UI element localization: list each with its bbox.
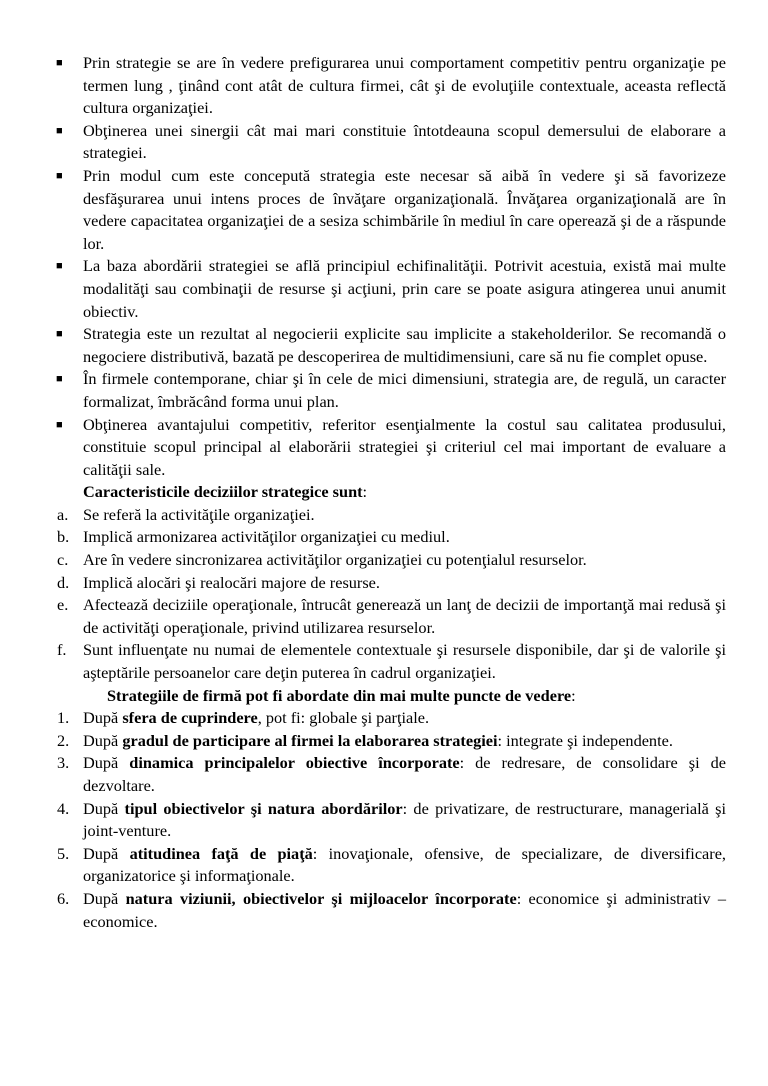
list-item: 5. După atitudinea faţă de piaţă: inovaţionale, ofensive, de specializare, de diversificare, organizatorice şi informaţionale.	[57, 843, 726, 886]
square-bullet-icon: ■	[56, 57, 63, 69]
list-item: a. Se referă la activităţile organizaţiei.	[57, 504, 315, 524]
bullet-item: ■ În firmele contemporane, chiar şi în cele de mici dimensiuni, strategia are, de regulă, un caracter formalizat, îmbrăcând forma unui plan.	[56, 369, 726, 411]
square-bullet-icon: ■	[56, 260, 63, 273]
section-heading-strategies: Strategiile de firmă pot fi abordate din mai multe puncte de vedere:	[107, 685, 576, 705]
square-bullet-icon: ■	[56, 328, 63, 341]
square-bullet-icon: ■	[56, 169, 63, 182]
bullet-item: ■ Prin strategie se are în vedere prefigurarea unui comportament competitiv pentru organizaţie pe termen lung , ţinând cont atât de cultura firmei, cât şi de evoluţiile contextuale, aceasta reflectă cultura organizaţiei.	[56, 53, 726, 118]
list-item: 1. După sfera de cuprindere, pot fi: globale şi parţiale.	[57, 708, 430, 728]
bullet-list	[0, 52, 768, 481]
list-item: f. Sunt influenţate nu numai de elementele contextuale şi resursele disponibile, dar şi de valorile şi aşteptările persoanelor care deţin puterea în cadrul organizaţiei.	[57, 640, 726, 683]
list-item: 4. După tipul obiectivelor şi natura abordărilor: de privatizare, de restructurare, managerială şi joint-venture.	[57, 798, 726, 841]
bullet-item: ■ Prin modul cum este concepută strategia este necesar să aibă în vedere şi să favorizeze desfăşurarea unui intens proces de învăţare organizaţională. Învăţarea organizaţională are în vedere capacitatea organizaţiei de a sesiza schimbările în mediul în care operează şi de a răspunde lor.	[56, 165, 726, 253]
bullet-item: ■ Obţinerea unei sinergii cât mai mari constituie întotdeauna scopul demersului de elaborare a strategiei.	[56, 120, 726, 163]
square-bullet-icon: ■	[56, 124, 63, 137]
list-item: e. Afectează deciziile operaţionale, întrucât generează un lanţ de decizii de importanţă mai redusă şi de activităţi operaţionale, privind utilizarea resurselor.	[57, 595, 726, 637]
bullet-item: ■ Strategia este un rezultat al negocierii explicite sau implicite a stakeholderilor. Se recomandă o negociere distributivă, bazată pe descoperirea de multidimensiuni, care să nu fie complet opuse.	[56, 324, 726, 366]
list-item: b. Implică armonizarea activităţilor organizaţiei cu mediul.	[57, 527, 450, 547]
numbered-list	[0, 707, 768, 933]
list-item: 2. După gradul de participare al firmei la elaborarea strategiei: integrate şi independente.	[57, 730, 673, 750]
list-item: c. Are în vedere sincronizarea activităţilor organizaţiei cu potenţialul resurselor.	[57, 550, 587, 570]
lettered-list	[0, 504, 768, 685]
list-item: 6. După natura viziunii, obiectivelor şi mijloacelor încorporate: economice şi administrativ – economice.	[57, 888, 727, 931]
section-heading-characteristics: Caracteristicile deciziilor strategice sunt:	[83, 482, 368, 502]
bullet-item: ■ La baza abordării strategiei se află principiul echifinalităţii. Potrivit acestuia, există mai multe modalităţi sau combinaţii de resurse şi acţiuni, prin care se poate asigura atingerea unui anumit obiectiv.	[56, 256, 726, 321]
bullet-item: ■ Obţinerea avantajului competitiv, referitor esenţialmente la costul sau calitatea produsului, constituie scopul principal al elaborării strategiei şi criteriul cel mai important de evaluare a calităţii sale.	[56, 414, 726, 479]
list-item: d. Implică alocări şi realocări majore de resurse.	[57, 572, 380, 592]
list-item: 3. După dinamica principalelor obiective încorporate: de redresare, de consolidare şi de dezvoltare.	[57, 753, 726, 795]
square-bullet-icon: ■	[56, 418, 63, 431]
square-bullet-icon: ■	[56, 373, 63, 386]
